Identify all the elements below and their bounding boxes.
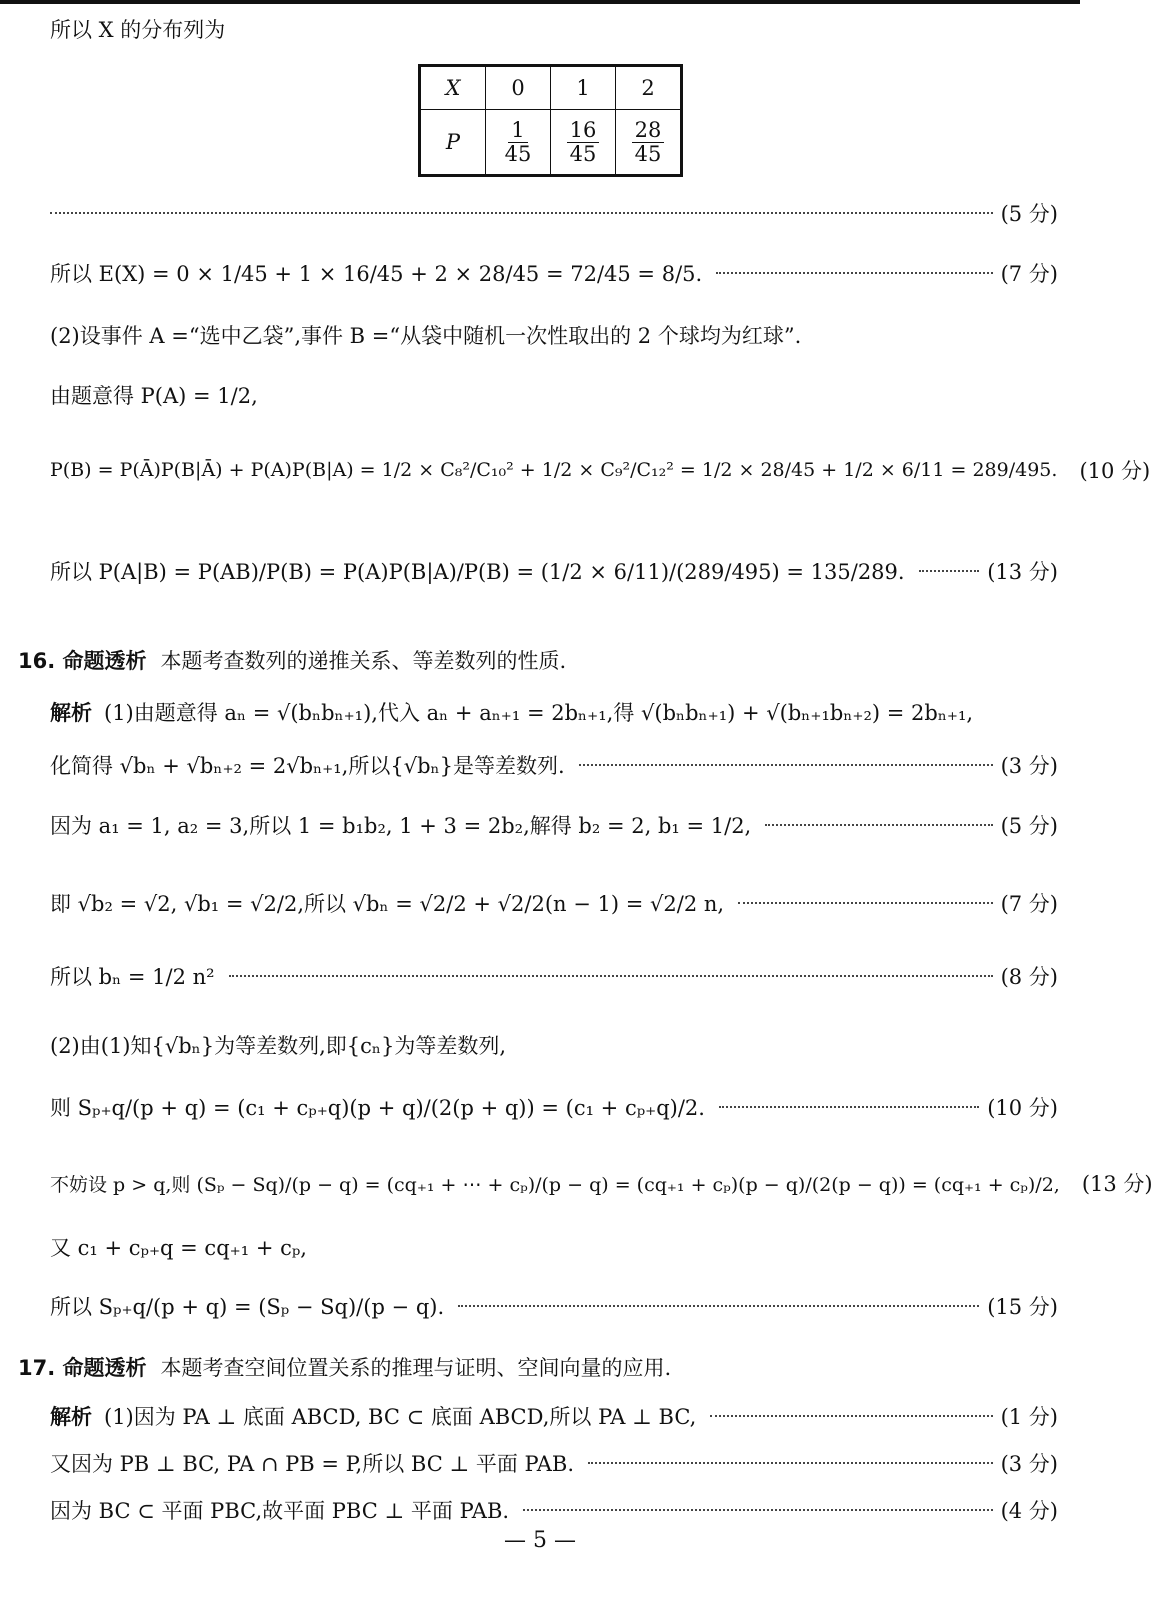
line-17-1: 解析 (1)因为 PA ⊥ 底面 ABCD, BC ⊂ 底面 ABCD,所以 PA ⊥ BC, (1 分) [50,1401,1058,1431]
line-pa: 由题意得 P(A) = 1/2, [50,384,258,408]
line-pab: 所以 P(A|B) = P(AB)/P(B) = P(A)P(B|A)/P(B) = (1/2 × 6/11)/(289/495) = 135/289. (13 分) [50,556,1058,586]
question-17-heading: 17. 命题透析 本题考查空间位置关系的推理与证明、空间向量的应用. [18,1356,672,1380]
dot-leader [738,902,993,904]
line-16-4: 即 √b₂ = √2, √b₁ = √2/2,所以 √bₙ = √2/2 + √2/2(n − 1) = √2/2 n, (7 分) [50,888,1058,918]
line-16-6: (2)由(1)知{√bₙ}为等差数列,即{cₙ}为等差数列, [50,1034,507,1058]
line-16-5: 所以 bₙ = 1/2 n² (8 分) [50,961,1058,991]
score-label: (5 分) [1000,202,1058,226]
dot-leader [588,1462,993,1464]
line-pb: P(B) = P(Ā)P(B|Ā) + P(A)P(B|A) = 1/2 × C₈²/C₁₀² + 1/2 × C₉²/C₁₂² = 1/2 × 28/45 + 1/2 × 6/11 = 289/495. (10 分) [50,455,1058,485]
question-label: 17. 命题透析 [18,1356,147,1380]
score-label: (3 分) [1000,754,1058,778]
line-16-1: 解析 (1)由题意得 aₙ = √(bₙbₙ₊₁),代入 aₙ + aₙ₊₁ = 2bₙ₊₁,得 √(bₙbₙ₊₁) + √(bₙ₊₁bₙ₊₂) = 2bₙ₊₁, [50,697,1058,727]
page-number: — 5 — [504,1528,576,1553]
table-header-cell: 1 [551,66,616,110]
score-label: (1 分) [1000,1405,1058,1429]
table-header-row [420,66,682,110]
line-16-9: 又 c₁ + cₚ₊q = cq₊₁ + cₚ, [50,1236,307,1260]
score-label: (7 分) [1000,892,1058,916]
score-label: (15 分) [987,1295,1058,1319]
table-header-cell: 0 [486,66,551,110]
line-events: (2)设事件 A =“选中乙袋”,事件 B =“从袋中随机一次性取出的 2 个球均为红球”. [50,324,802,348]
score-label: (8 分) [1000,965,1058,989]
score-label: (3 分) [1000,1452,1058,1476]
score-label: (7 分) [1000,262,1058,286]
table-cell: $\frac{28}{45}$ [616,110,682,176]
table-row [420,110,682,176]
line-score-table [50,198,1058,228]
dot-leader [716,272,992,274]
score-label: (5 分) [1000,814,1058,838]
dot-leader [523,1509,993,1511]
solution-label: 解析 [50,1405,92,1429]
table-header-cell: 2 [616,66,682,110]
line-16-10: 所以 Sₚ₊q/(p + q) = (Sₚ − Sq)/(p − q). (15 分) [50,1291,1058,1321]
line-expectation: 所以 E(X) = 0 × 1/45 + 1 × 16/45 + 2 × 28/45 = 72/45 = 8/5. (7 分) [50,258,1058,288]
dot-leader [458,1305,979,1307]
line-17-2: 又因为 PB ⊥ BC, PA ∩ PB = P,所以 BC ⊥ 平面 PAB. (3 分) [50,1448,1058,1478]
score-label: (10 分) [1079,459,1151,483]
dot-leader [765,824,992,826]
table-cell: $\frac{16}{45}$ [551,110,616,176]
line-16-7: 则 Sₚ₊q/(p + q) = (c₁ + cₚ₊q)(p + q)/(2(p + q)) = (c₁ + cₚ₊q)/2. (10 分) [50,1092,1058,1122]
table-header-cell: X [420,66,486,110]
table-row-label: P [420,110,486,176]
dot-leader [579,764,993,766]
question-label: 16. 命题透析 [18,649,147,673]
dot-leader [919,570,980,572]
distribution-table [418,64,683,177]
score-label: (10 分) [987,1096,1058,1120]
line-16-3: 因为 a₁ = 1, a₂ = 3,所以 1 = b₁b₂, 1 + 3 = 2b₂,解得 b₂ = 2, b₁ = 1/2, (5 分) [50,810,1058,840]
line-distribution-intro: 所以 X 的分布列为 [50,18,226,42]
score-label: (13 分) [1081,1172,1153,1196]
table-cell: $\frac{1}{45}$ [486,110,551,176]
dot-leader [229,975,993,977]
dot-leader [719,1106,979,1108]
score-label: (4 分) [1000,1499,1058,1523]
line-16-8: 不妨设 p > q,则 (Sₚ − Sq)/(p − q) = (cq₊₁ + ⋯ + cₚ)/(p − q) = (cq₊₁ + cₚ)(p − q)/(2(p − q)) = (cq₊₁ + cₚ)/2, (13 分) [50,1168,1058,1198]
top-border [0,0,1080,4]
dot-leader [710,1415,992,1417]
dot-leader [50,212,993,214]
solution-label: 解析 [50,701,92,725]
line-17-3: 因为 BC ⊂ 平面 PBC,故平面 PBC ⊥ 平面 PAB. (4 分) [50,1495,1058,1525]
question-16-heading: 16. 命题透析 本题考查数列的递推关系、等差数列的性质. [18,649,567,673]
line-16-2: 化简得 √bₙ + √bₙ₊₂ = 2√bₙ₊₁,所以{√bₙ}是等差数列. (3 分) [50,750,1058,780]
score-label: (13 分) [987,560,1058,584]
